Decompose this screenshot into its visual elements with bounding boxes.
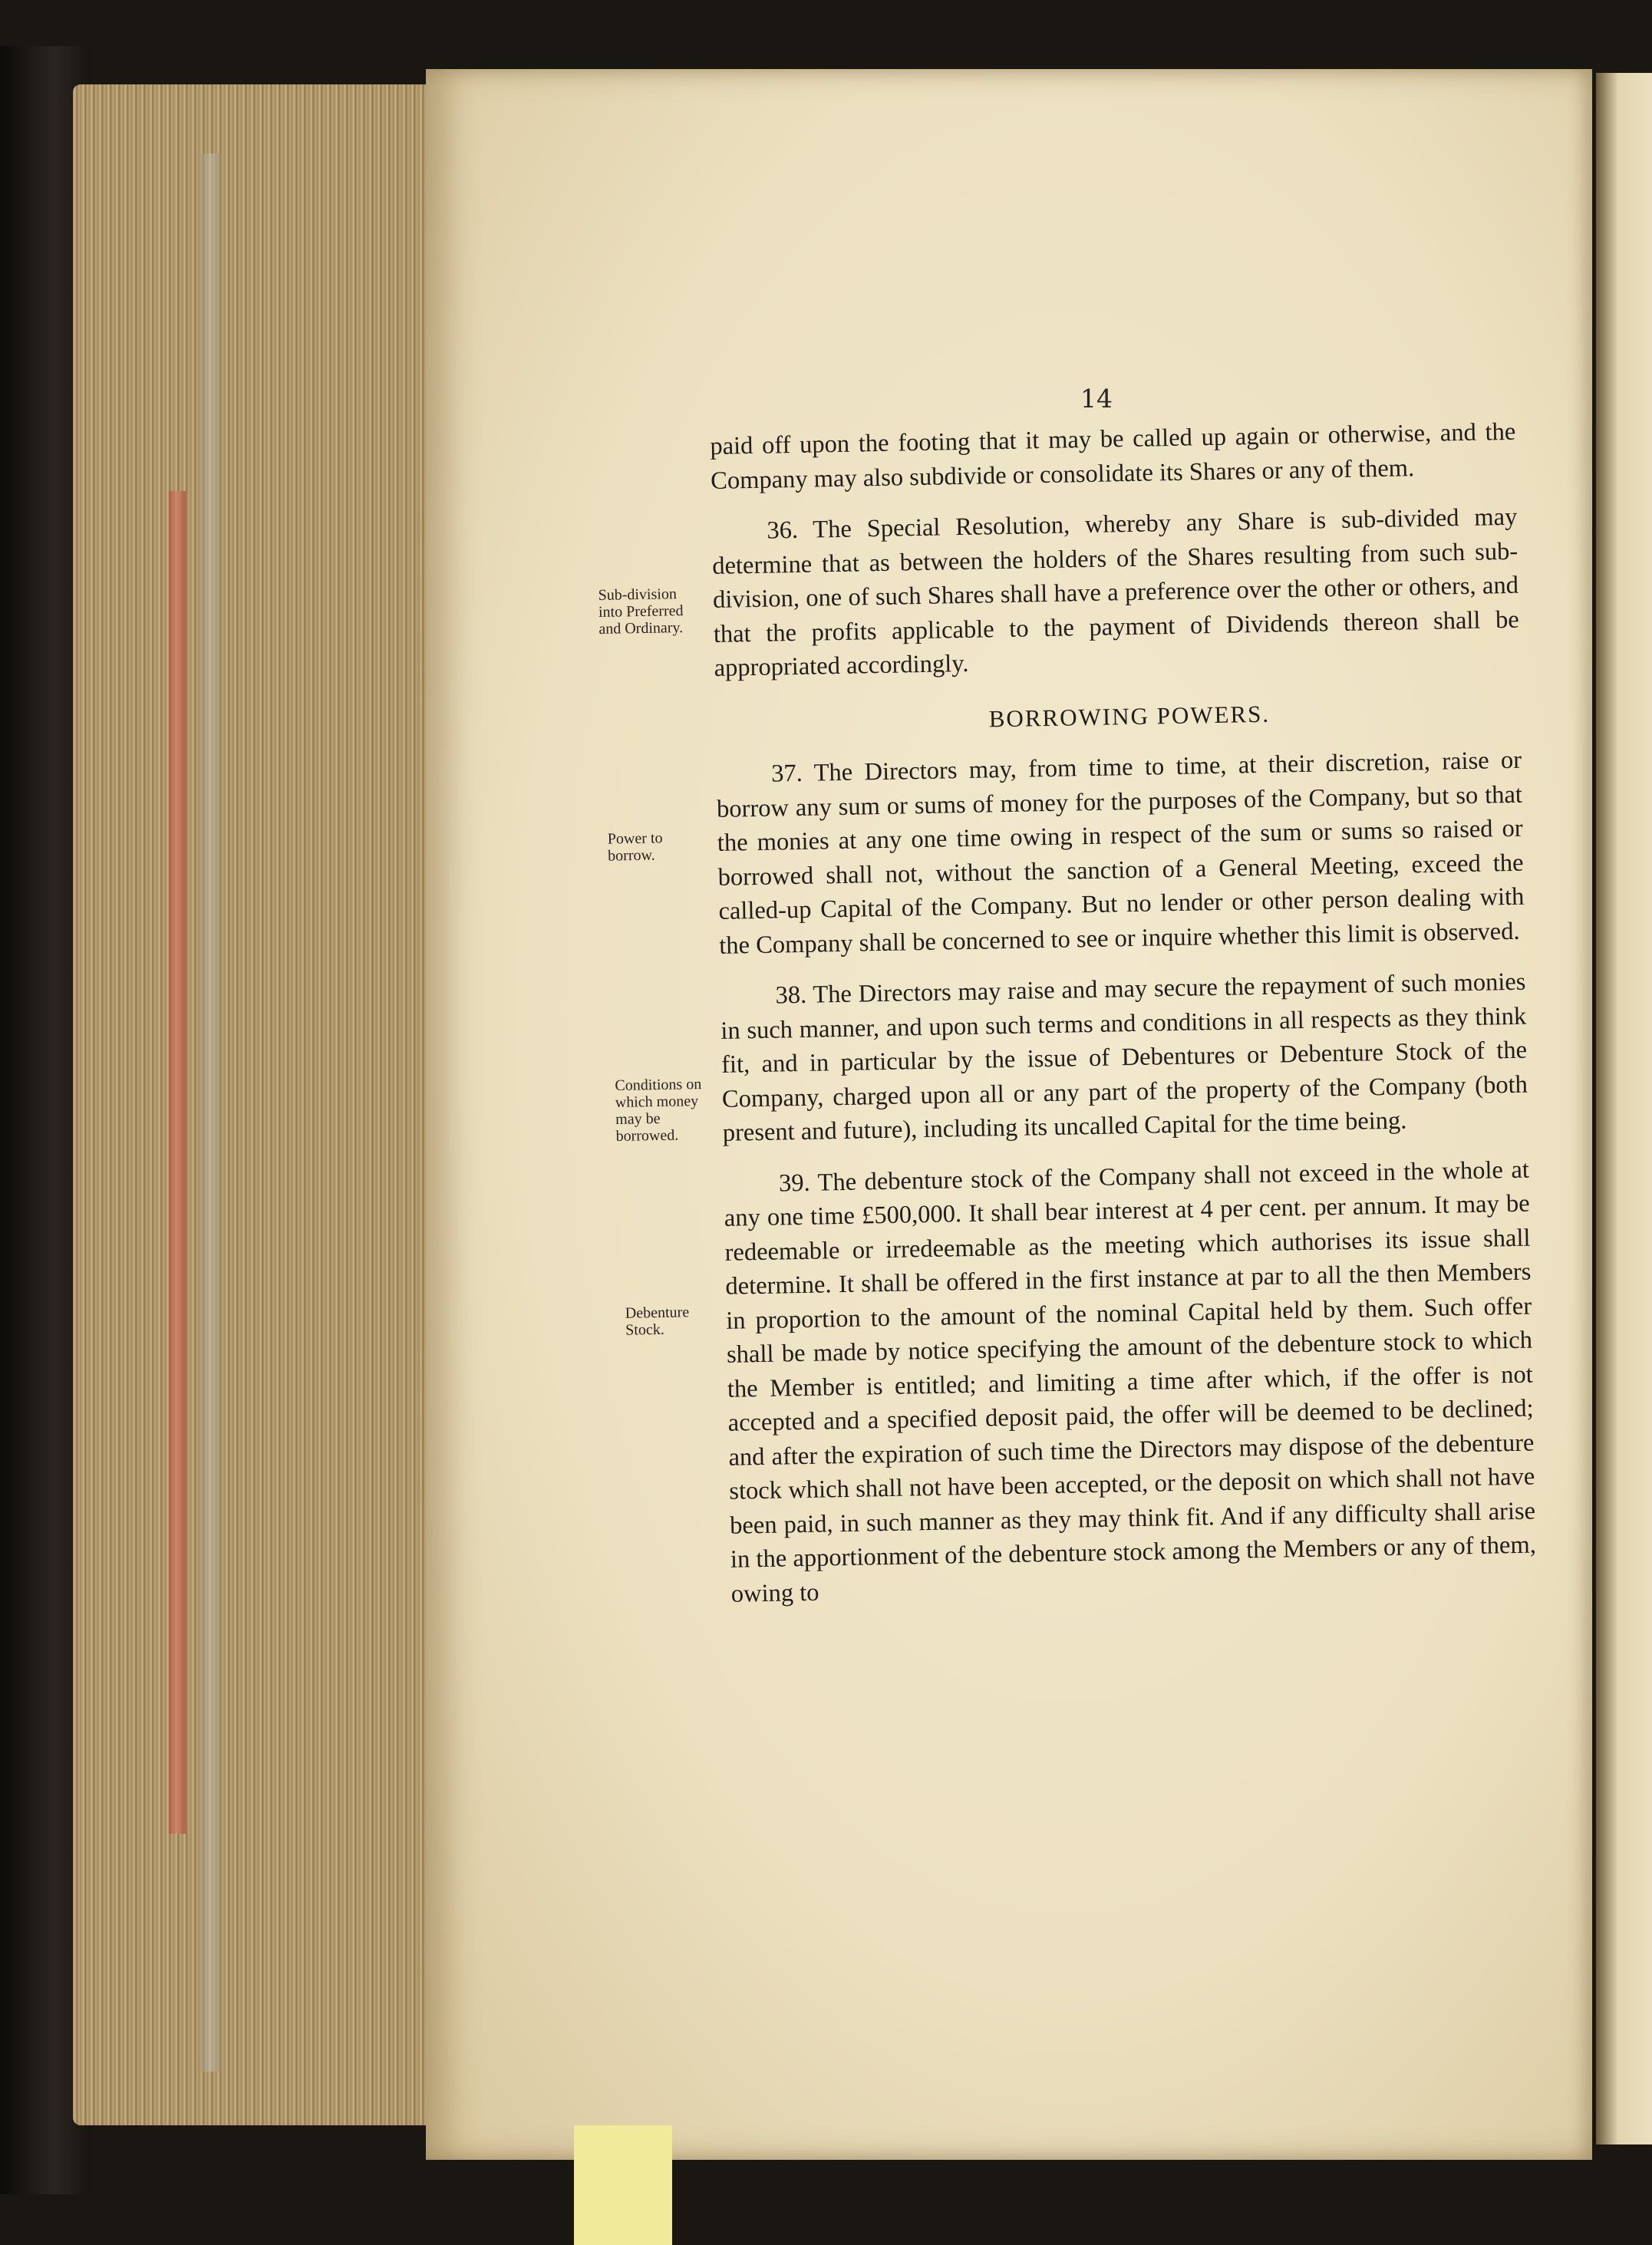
paragraph-36: 36. The Special Resolution, whereby any Share is sub-divided may determine that as between the holders of the Shares resulting from such sub-division, one of such Shares shall have a preference over the other or others, and that the profits applicable to the payment of Dividends thereon shall be appropriated accordingly.	[711, 503, 1520, 682]
page-edge-stain	[169, 491, 186, 1834]
page-body	[710, 415, 1537, 1628]
margin-note-conditions: Conditions on which money may be borrowed.	[615, 1076, 702, 1145]
margin-note-sub-division: Sub-division into Preferred and Ordinary.	[598, 585, 684, 638]
page-edge-highlight	[201, 153, 221, 2072]
bookmark-slip	[574, 2125, 672, 2245]
margin-note-debenture-stock: Debenture Stock.	[625, 1304, 690, 1339]
section-heading: BORROWING POWERS.	[988, 700, 1271, 732]
facing-page-edge	[1596, 73, 1652, 2144]
page-number: 14	[1080, 384, 1113, 414]
page-edges	[73, 84, 441, 2125]
paragraph-38: 38. The Directors may raise and may secure the repayment of such monies in such manner, and upon such terms and conditions in all respects as they think fit, and in particular by the issue of Debentures or Debenture Stock of the Company, charged upon all or any part of the property of the Company (both present and future), including its uncalled Capital for the time being.	[720, 968, 1528, 1147]
paragraph-39: 39. The debenture stock of the Company shall not exceed in the whole at any one time £500,000. It shall bear interest at 4 per cent. per annum. It may be redeemable or irredeemable as the meeting which authorises its issue shall determine. It shall be offered in the first instance at par to all the then Members in proportion to the amount of the nominal Capital held by them. Such offer shall be made by notice specifying the amount of the debenture stock to which the Member is entitled; and limiting a time after which, if the offer is not accepted and a specified deposit paid, the offer will be deemed to be declined; and after the expiration of such time the Directors may dispose of the debenture stock which shall not have been accepted, or the deposit on which shall not have been paid, in such manner as they may think fit. And if any difficulty shall arise in the apportionment of the debenture stock among the Members or any of them, owing to	[724, 1155, 1537, 1608]
paragraph-continuation: paid off upon the footing that it may be called up again or otherwise, and the Company may also subdivide or consolidate its Shares or any of them.	[710, 417, 1516, 495]
margin-note-power-to-borrow: Power to borrow.	[607, 829, 663, 865]
paragraph-37: 37. The Directors may, from time to time, at their discretion, raise or borrow any sum or sums of money for the purposes of the Company, but so that the monies at any one time owing in respect of the sum or sums so raised or borrowed shall not, without the sanction of a General Meeting, exceed the called-up Capital of the Company. But no lender or other person dealing with the Company shall be concerned to see or inquire whether this limit is observed.	[716, 746, 1525, 960]
